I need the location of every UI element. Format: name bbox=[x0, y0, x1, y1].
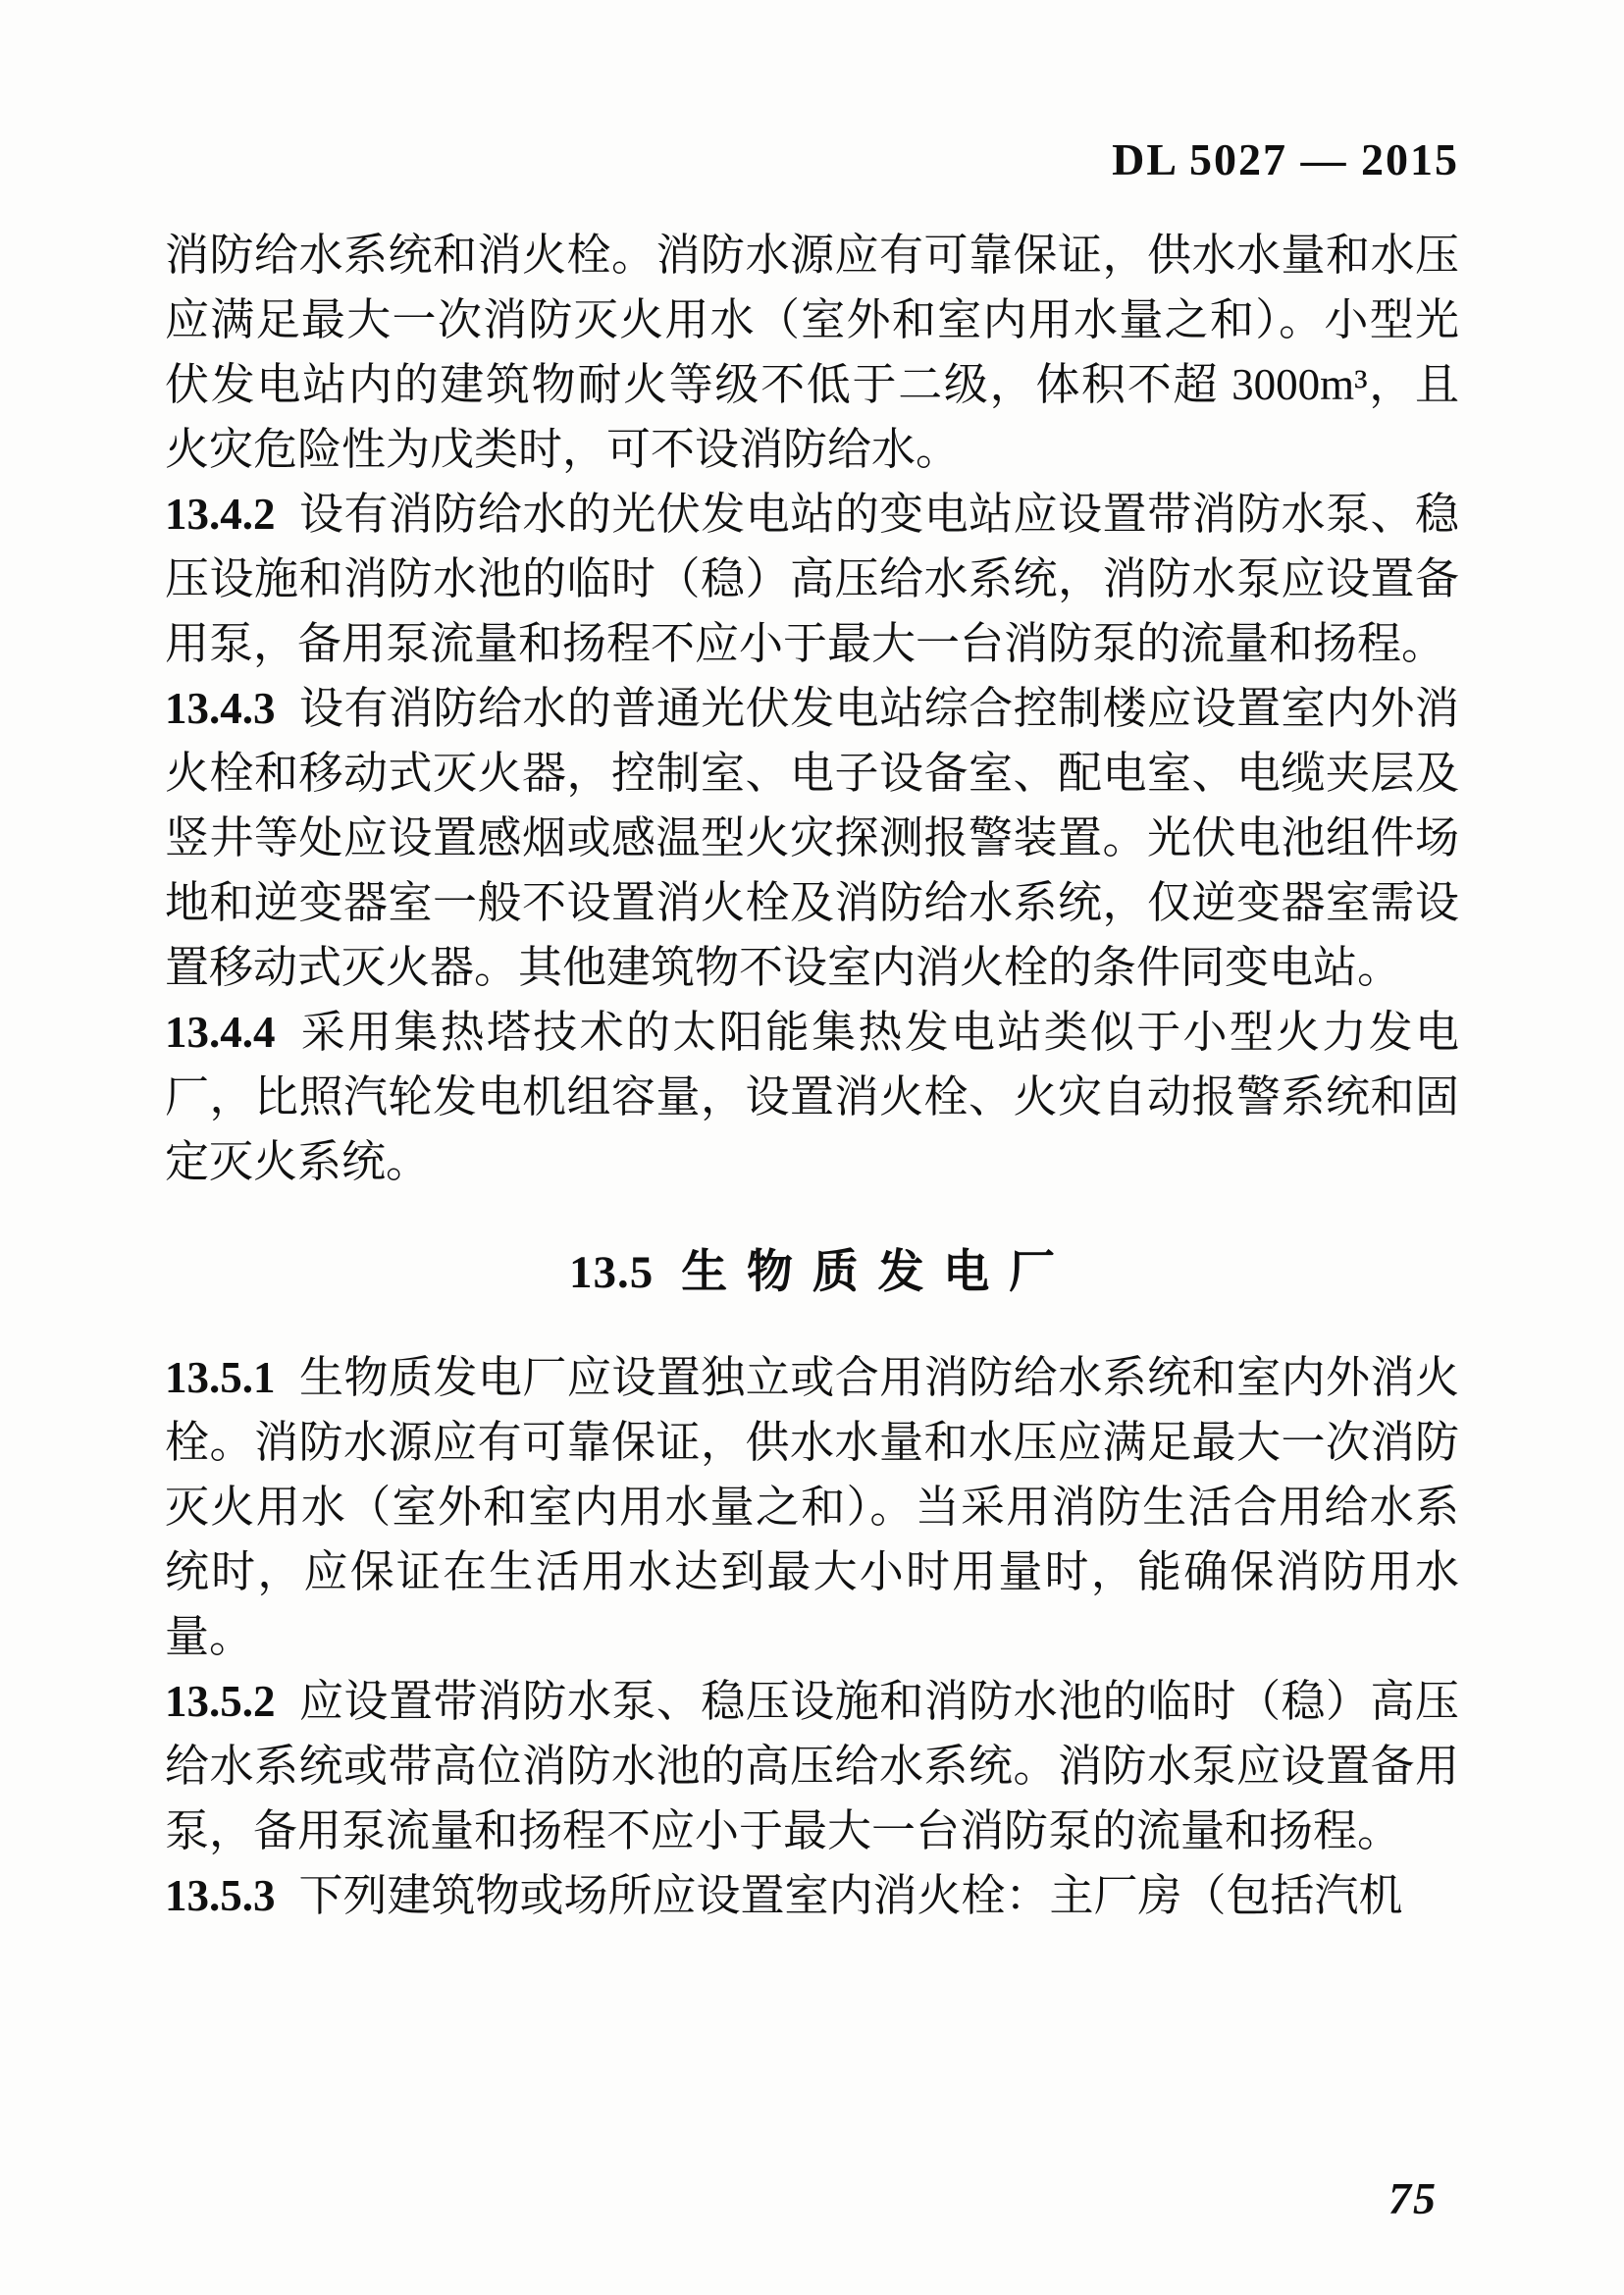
document-body bbox=[165, 223, 1459, 1928]
clause-13-4-3 bbox=[165, 676, 1459, 1000]
document-number-header: DL 5027 — 2015 bbox=[1112, 134, 1459, 184]
section-number: 13.5 bbox=[569, 1246, 655, 1298]
clause-text: 采用集热塔技术的太阳能集热发电站类似于小型火力发电厂，比照汽轮发电机组容量，设置消火栓、火灾自动报警系统和固定灭火系统。 bbox=[165, 1007, 1459, 1186]
clause-text: 消防给水系统和消火栓。消防水源应有可靠保证，供水水量和水压应满足最大一次消防灭火用水（室外和室内用水量之和）。小型光伏发电站内的建筑物耐火等级不低于二级，体积不超 3000m³，且火灾危险性为戊类时，可不设消防给水。 bbox=[165, 230, 1459, 474]
paragraph-continuation bbox=[165, 223, 1459, 482]
clause-13-5-2 bbox=[165, 1669, 1459, 1863]
clause-text: 下列建筑物或场所应设置室内消火栓：主厂房（包括汽机 bbox=[298, 1870, 1403, 1920]
clause-13-4-2 bbox=[165, 482, 1459, 676]
page-number: 75 bbox=[1388, 2173, 1438, 2223]
clause-13-5-1 bbox=[165, 1345, 1459, 1669]
clause-text: 应设置带消防水泵、稳压设施和消防水池的临时（稳）高压给水系统或带高位消防水池的高压给水系统。消防水泵应设置备用泵，备用泵流量和扬程不应小于最大一台消防泵的流量和扬程。 bbox=[165, 1676, 1459, 1855]
clause-text: 设有消防给水的光伏发电站的变电站应设置带消防水泵、稳压设施和消防水池的临时（稳）高压给水系统，消防水泵应设置备用泵，备用泵流量和扬程不应小于最大一台消防泵的流量和扬程。 bbox=[165, 489, 1459, 668]
clause-number: 13.5.3 bbox=[165, 1870, 276, 1920]
clause-number: 13.4.4 bbox=[165, 1007, 276, 1057]
clause-number: 13.4.2 bbox=[165, 489, 276, 539]
clause-13-4-4 bbox=[165, 1000, 1459, 1194]
section-title: 生物质发电厂 bbox=[681, 1246, 1074, 1298]
clause-number: 13.4.3 bbox=[165, 683, 276, 733]
section-heading-13-5 bbox=[165, 1245, 1459, 1300]
clause-text: 生物质发电厂应设置独立或合用消防给水系统和室内外消火栓。消防水源应有可靠保证，供水水量和水压应满足最大一次消防灭火用水（室外和室内用水量之和）。当采用消防生活合用给水系统时，应保证在生活用水达到最大小时用量时，能确保消防用水量。 bbox=[165, 1352, 1459, 1661]
clause-number: 13.5.2 bbox=[165, 1676, 276, 1726]
clause-number: 13.5.1 bbox=[165, 1352, 276, 1402]
clause-13-5-3 bbox=[165, 1863, 1459, 1928]
clause-text: 设有消防给水的普通光伏发电站综合控制楼应设置室内外消火栓和移动式灭火器，控制室、电子设备室、配电室、电缆夹层及竖井等处应设置感烟或感温型火灾探测报警装置。光伏电池组件场地和逆变器室一般不设置消火栓及消防给水系统，仅逆变器室需设置移动式灭火器。其他建筑物不设室内消火栓的条件同变电站。 bbox=[165, 683, 1459, 992]
